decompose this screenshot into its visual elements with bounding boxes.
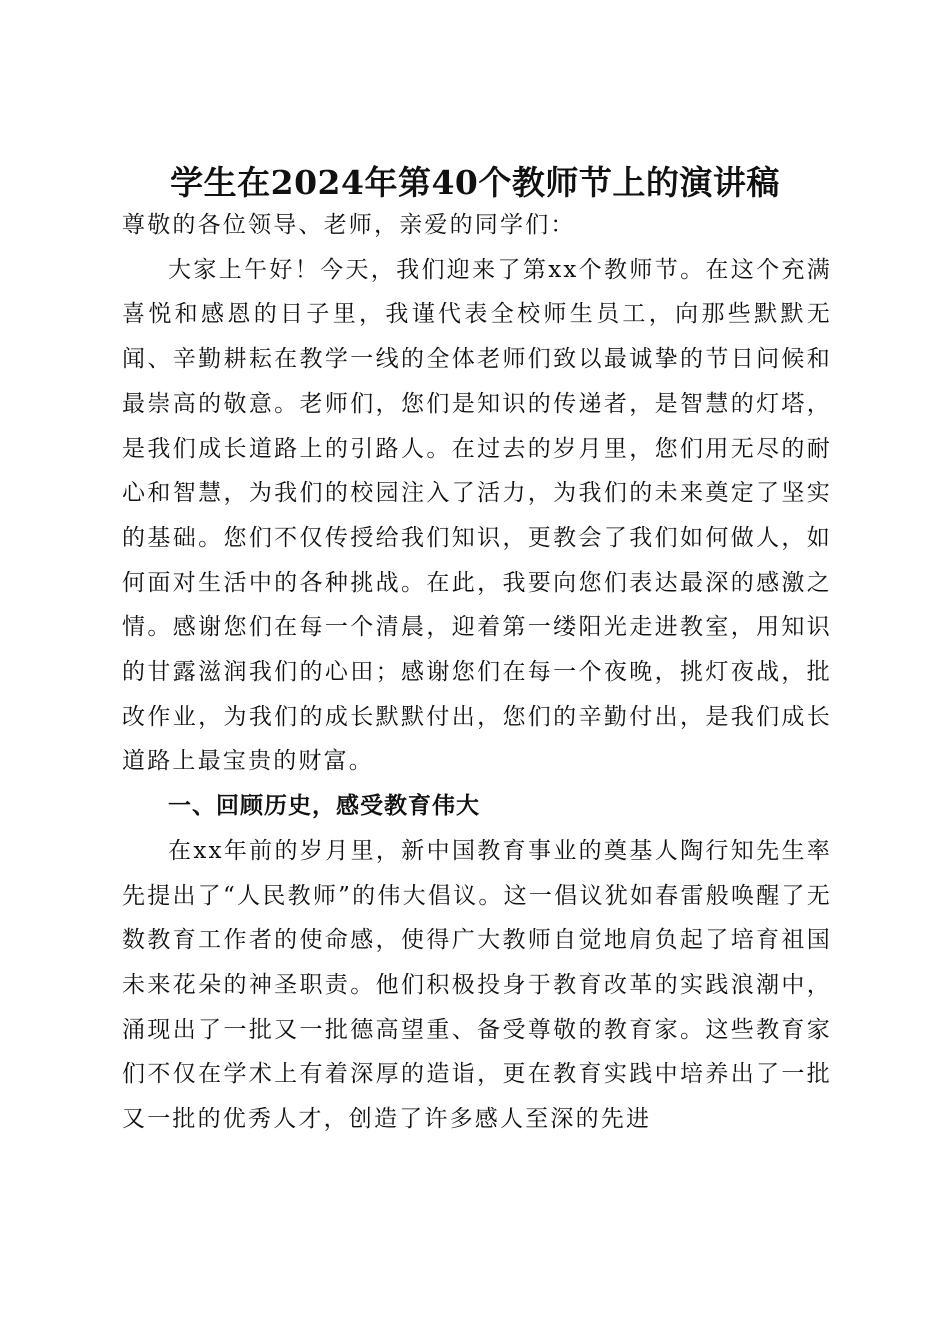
- document-body: [122, 203, 832, 1142]
- paragraph-history: 在xx年前的岁月里，新中国教育事业的奠基人陶行知先生率先提出了“人民教师”的伟大倡议。这一倡议犹如春雷般唤醒了无数教育工作者的使命感，使得广大教师自觉地肩负起了培育祖国未来花朵的神圣职责。他们积极投身于教育改革的实践浪潮中，涌现出了一批又一批德高望重、备受尊敬的教育家。这些教育家们不仅在学术上有着深厚的造诣，更在教育实践中培养出了一批又一批的优秀人才，创造了许多感人至深的先进: [122, 837, 832, 1133]
- document-title: 学生在2024年第40个教师节上的演讲稿: [170, 163, 780, 203]
- salutation: 尊敬的各位领导、老师，亲爱的同学们：: [122, 212, 576, 238]
- paragraph-greeting: 大家上午好！今天，我们迎来了第xx个教师节。在这个充满喜悦和感恩的日子里，我谨代表全校师生员工，向那些默默无闻、辛勤耕耘在教学一线的全体老师们致以最诚挚的节日问候和最崇高的敬意。老师们，您们是知识的传递者，是智慧的灯塔，是我们成长道路上的引路人。在过去的岁月里，您们用无尽的耐心和智慧，为我们的校园注入了活力，为我们的未来奠定了坚实的基础。您们不仅传授给我们知识，更教会了我们如何做人，如何面对生活中的各种挑战。在此，我要向您们表达最深的感激之情。感谢您们在每一个清晨，迎着第一缕阳光走进教室，用知识的甘露滋润我们的心田；感谢您们在每一个夜晚，挑灯夜战，批改作业，为我们的成长默默付出，您们的辛勤付出，是我们成长道路上最宝贵的财富。: [122, 256, 832, 775]
- section-heading: 一、回顾历史，感受教育伟大: [168, 793, 480, 820]
